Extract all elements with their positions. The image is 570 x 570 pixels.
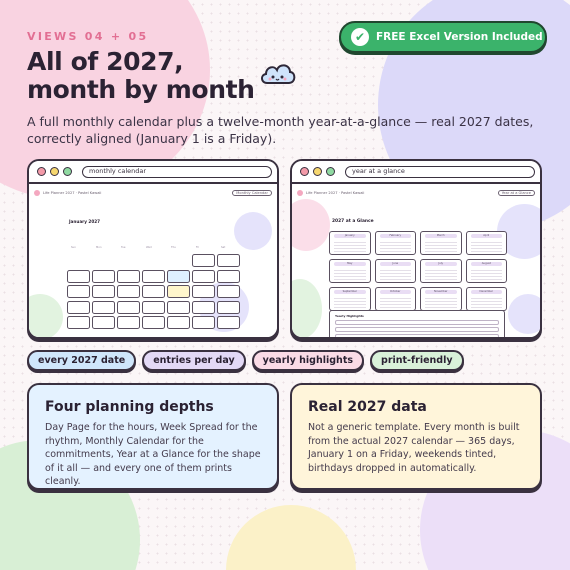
calendar-day-cell[interactable] (192, 316, 215, 329)
month-card-header: June (380, 262, 412, 266)
maximize-dot[interactable] (326, 167, 335, 176)
planning-depths-card (27, 383, 279, 490)
month-card-header: March (425, 234, 457, 238)
calendar-day-cell[interactable] (167, 301, 190, 314)
calendar-day-cell[interactable] (167, 270, 190, 283)
calendar-day-cell[interactable] (92, 270, 115, 283)
mini-app-header (297, 188, 535, 197)
feature-tags (27, 350, 470, 371)
calendar-day-cell[interactable] (67, 254, 90, 267)
month-heading: January 2027 (69, 219, 101, 224)
month-card-header: May (334, 262, 366, 266)
month-card (375, 259, 417, 283)
calendar-day-cell[interactable] (67, 270, 90, 283)
month-card (466, 231, 508, 255)
weekday-header: Sun Mon Tue Wed Thu Fri Sat (71, 246, 226, 249)
month-card (420, 259, 462, 283)
card-title: Real 2027 data (308, 399, 427, 415)
tag-entries-per-day: entries per day (142, 350, 245, 371)
window-titlebar (29, 161, 277, 184)
real-data-card (290, 383, 542, 490)
tag-print-friendly: print-friendly (370, 350, 464, 371)
minimize-dot[interactable] (313, 167, 322, 176)
calendar-grid (67, 254, 243, 329)
calendar-day-cell[interactable] (92, 316, 115, 329)
monthly-calendar-window (27, 159, 279, 339)
mini-view-button[interactable]: Monthly Calendar (232, 190, 272, 196)
month-card-header: September (334, 290, 366, 294)
month-card (375, 231, 417, 255)
yearly-highlights-box (329, 310, 505, 337)
mini-app-header (34, 188, 272, 197)
tag-yearly-highlights: yearly highlights (252, 350, 364, 371)
close-dot[interactable] (300, 167, 309, 176)
window-titlebar (292, 161, 540, 184)
app-logo-icon (297, 190, 303, 196)
month-card-header: April (471, 234, 503, 238)
calendar-day-cell[interactable] (117, 270, 140, 283)
page-subhead: A full monthly calendar plus a twelve-month year-at-a-glance — real 2027 dates, correctly aligned (January 1 is a Friday). (27, 114, 534, 146)
calendar-day-cell[interactable] (167, 316, 190, 329)
calendar-day-cell[interactable] (192, 285, 215, 298)
month-card (466, 287, 508, 311)
month-card (329, 231, 371, 255)
calendar-day-cell[interactable] (192, 301, 215, 314)
mini-app-title: Life Planner 2027 · Pastel Kawaii (43, 190, 102, 195)
calendar-day-cell[interactable] (142, 270, 165, 283)
calendar-day-cell[interactable] (217, 301, 240, 314)
url-bar[interactable]: year at a glance (345, 166, 535, 178)
free-excel-button[interactable] (339, 21, 547, 53)
year-at-a-glance-window (290, 159, 542, 339)
check-icon: ✔ (351, 28, 369, 46)
monthly-calendar-preview (29, 184, 277, 337)
calendar-day-cell[interactable] (92, 285, 115, 298)
month-card-header: August (471, 262, 503, 266)
calendar-day-cell[interactable] (217, 285, 240, 298)
calendar-day-cell[interactable] (142, 316, 165, 329)
app-logo-icon (34, 190, 40, 196)
bg-blob-yellow (226, 505, 356, 570)
url-bar[interactable]: monthly calendar (82, 166, 272, 178)
calendar-day-cell[interactable] (92, 301, 115, 314)
eyebrow-label: VIEWS 04 + 05 (27, 30, 149, 43)
calendar-day-cell[interactable] (117, 285, 140, 298)
month-card-header: December (471, 290, 503, 294)
calendar-day-cell[interactable] (217, 254, 240, 267)
headline-line-1: All of 2027, (27, 47, 184, 76)
calendar-day-cell[interactable] (167, 254, 190, 267)
year-at-a-glance-preview (292, 184, 540, 337)
month-cards-grid (329, 231, 507, 311)
month-card-header: November (425, 290, 457, 294)
tag-every-2027-date: every 2027 date (27, 350, 136, 371)
calendar-day-cell[interactable] (92, 254, 115, 267)
calendar-day-cell[interactable] (217, 316, 240, 329)
calendar-day-cell[interactable] (142, 301, 165, 314)
month-card (329, 259, 371, 283)
month-card-header: October (380, 290, 412, 294)
calendar-day-cell[interactable] (142, 254, 165, 267)
year-heading: 2027 at a Glance (332, 219, 374, 224)
month-card (466, 259, 508, 283)
calendar-day-cell[interactable] (117, 301, 140, 314)
calendar-day-cell[interactable] (67, 301, 90, 314)
month-card-header: January (334, 234, 366, 238)
maximize-dot[interactable] (63, 167, 72, 176)
mini-app-title: Life Planner 2027 · Pastel Kawaii (306, 190, 365, 195)
highlights-title: Yearly Highlights (335, 314, 364, 318)
month-card-header: July (425, 262, 457, 266)
close-dot[interactable] (37, 167, 46, 176)
calendar-day-cell[interactable] (217, 270, 240, 283)
card-title: Four planning depths (45, 399, 214, 415)
month-card (420, 231, 462, 255)
calendar-day-cell[interactable] (67, 285, 90, 298)
calendar-day-cell[interactable] (192, 254, 215, 267)
calendar-day-cell[interactable] (67, 316, 90, 329)
headline-line-2: month by month (27, 75, 255, 104)
minimize-dot[interactable] (50, 167, 59, 176)
month-card (420, 287, 462, 311)
month-card-header: February (380, 234, 412, 238)
card-body: Day Page for the hours, Week Spread for the rhythm, Monthly Calendar for the commitments, Year at a Glance for the shape of it all — and every one of them prints cleanly. (45, 422, 261, 488)
calendar-day-cell[interactable] (117, 316, 140, 329)
month-card (375, 287, 417, 311)
cloud-mascot-icon (258, 58, 298, 86)
calendar-day-cell[interactable] (192, 270, 215, 283)
calendar-day-cell[interactable] (142, 285, 165, 298)
month-card (329, 287, 371, 311)
calendar-day-cell[interactable] (167, 285, 190, 298)
page-headline (27, 48, 255, 104)
mini-view-button[interactable]: Year at a Glance (498, 190, 535, 196)
card-body: Not a generic template. Every month is built from the actual 2027 calendar — 365 days, January 1 on a Friday, weekends tinted, birthdays dropped in automatically. (308, 422, 520, 474)
calendar-day-cell[interactable] (117, 254, 140, 267)
free-excel-label: FREE Excel Version Included (376, 31, 543, 43)
